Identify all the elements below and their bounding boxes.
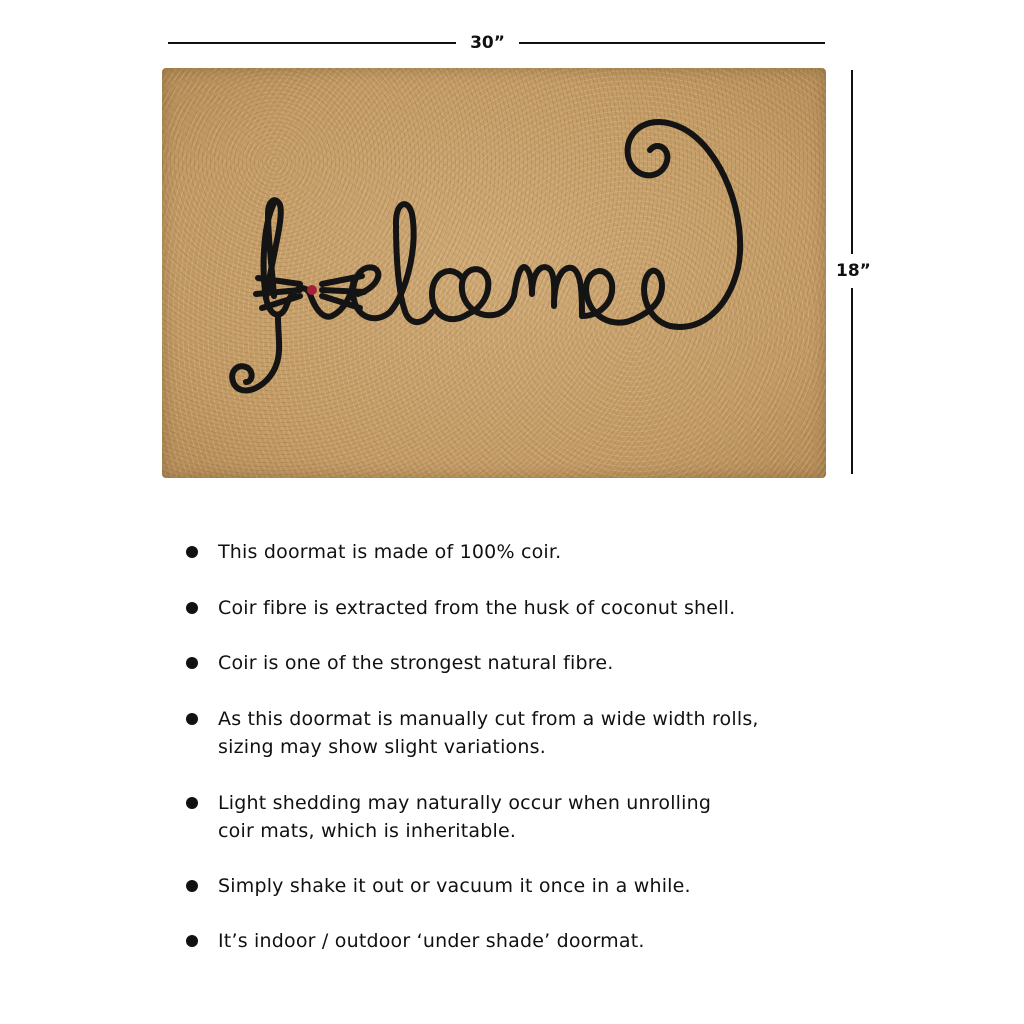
welcome-cat-artwork xyxy=(162,68,826,478)
height-dimension-line-top xyxy=(851,70,853,254)
bullet-icon xyxy=(186,602,198,614)
feature-text xyxy=(218,649,878,677)
bullet-icon xyxy=(186,797,198,809)
feature-line: Coir fibre is extracted from the husk of coconut shell. xyxy=(218,597,736,619)
bullet-icon xyxy=(186,546,198,558)
bullet-icon xyxy=(186,935,198,947)
feature-line: coir mats, which is inheritable. xyxy=(218,820,517,842)
letter-e-swirl-path xyxy=(582,122,740,327)
feature-line: sizing may show slight variations. xyxy=(218,736,546,758)
letter-m-path xyxy=(514,267,582,316)
feature-text xyxy=(218,705,878,761)
feature-text xyxy=(218,872,878,900)
feature-text xyxy=(218,594,878,622)
bullet-icon xyxy=(186,713,198,725)
height-dimension-line-bottom xyxy=(851,288,853,474)
feature-line: It’s indoor / outdoor ‘under shade’ doormat. xyxy=(218,930,645,952)
letter-e-path xyxy=(353,267,390,318)
letter-l-path xyxy=(390,204,432,322)
cat-tail-path xyxy=(232,318,279,391)
feature-line: Simply shake it out or vacuum it once in a while. xyxy=(218,875,691,897)
feature-text xyxy=(218,927,878,955)
feature-line: Light shedding may naturally occur when unrolling xyxy=(218,792,712,814)
width-dimension-label: 30” xyxy=(470,33,505,53)
bullet-icon xyxy=(186,880,198,892)
width-dimension-line-right xyxy=(519,42,825,44)
feature-line: Coir is one of the strongest natural fibre. xyxy=(218,652,614,674)
feature-line: As this doormat is manually cut from a wide width rolls, xyxy=(218,708,759,730)
feature-text xyxy=(218,789,878,845)
width-dimension xyxy=(168,30,825,56)
coir-doormat xyxy=(162,68,826,478)
height-dimension-label: 18” xyxy=(836,261,871,281)
feature-line: This doormat is made of 100% coir. xyxy=(218,541,562,563)
feature-text xyxy=(218,538,878,566)
cat-nose-icon xyxy=(307,285,317,295)
width-dimension-line-left xyxy=(168,42,456,44)
letter-o-path xyxy=(462,269,514,315)
height-dimension xyxy=(836,70,886,474)
bullet-icon xyxy=(186,657,198,669)
